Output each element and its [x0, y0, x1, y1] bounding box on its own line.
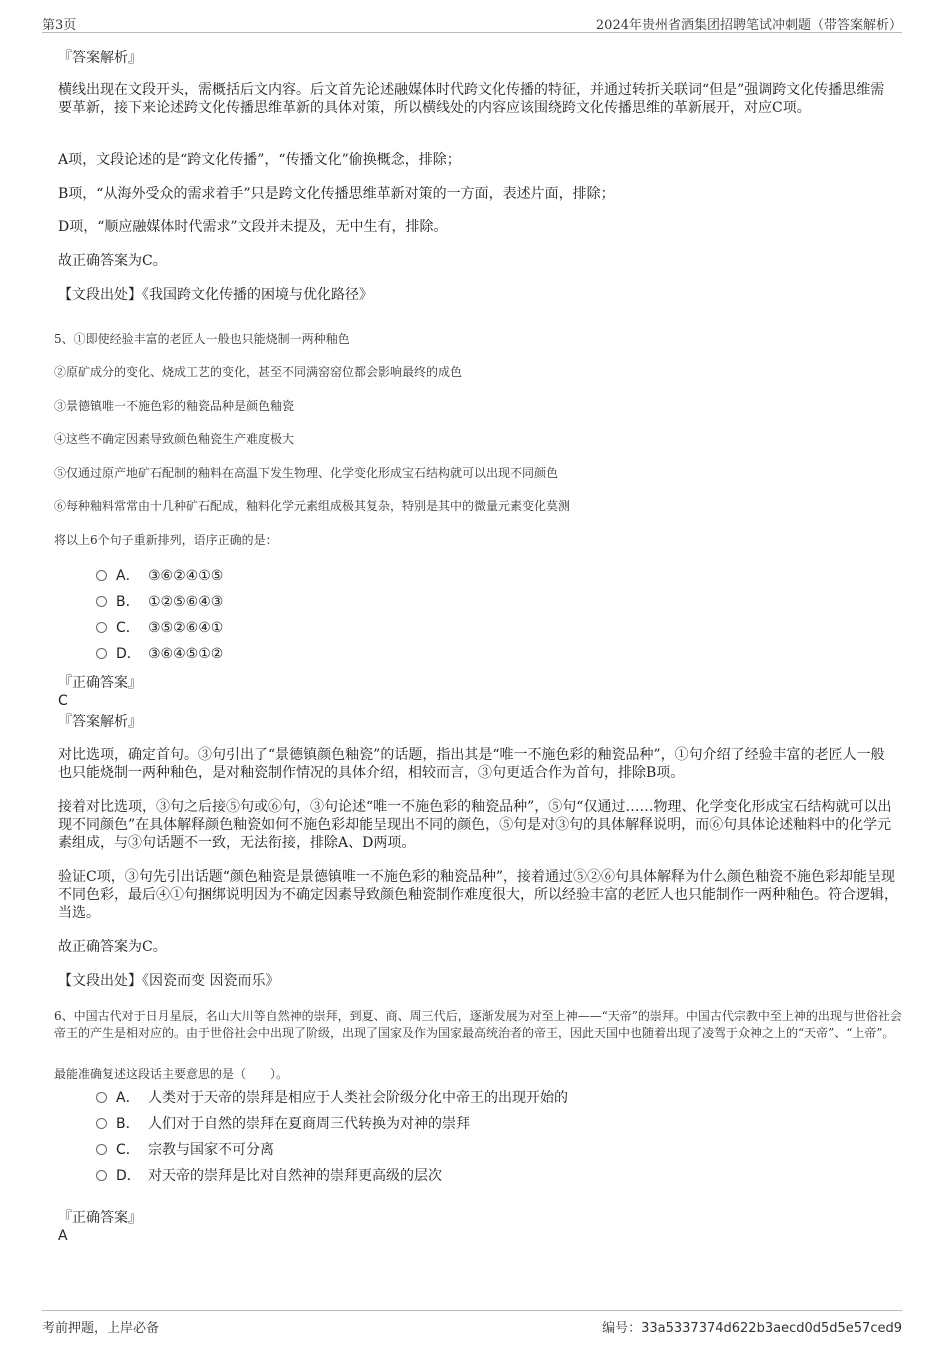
- option-text: ③⑥④⑤①②: [148, 646, 224, 662]
- q4-analysis-label: 『答案解析』: [58, 50, 142, 66]
- q4-analysis-option-d: D项，“顺应融媒体时代需求”文段并未提及，无中生有，排除。: [58, 219, 448, 235]
- radio-icon[interactable]: [96, 570, 107, 581]
- footer-code-value: 33a5337374d622b3aecd0d5d5e57ced9: [641, 1321, 902, 1336]
- footer-slogan: 考前押题，上岸必备: [42, 1321, 160, 1336]
- option-text: 宗教与国家不可分离: [148, 1142, 274, 1158]
- page-footer: [42, 1310, 902, 1335]
- document-title: 2024年贵州省酒集团招聘笔试冲刺题（带答案解析）: [595, 18, 902, 33]
- option-letter: D．: [116, 1168, 141, 1184]
- q5-sentence-2: ②原矿成分的变化、烧成工艺的变化，甚至不同满窑窑位都会影响最终的成色: [54, 365, 463, 379]
- radio-icon[interactable]: [96, 648, 107, 659]
- q5-sentence-6: ⑥每种釉料常常由十几种矿石配成，釉料化学元素组成极其复杂，特别是其中的微量元素变化莫测: [54, 499, 571, 513]
- q5-analysis-label: 『答案解析』: [58, 714, 142, 730]
- q6-option-b[interactable]: [96, 1115, 470, 1133]
- q4-conclusion: 故正确答案为C。: [58, 253, 167, 269]
- q5-sentence-4: ④这些不确定因素导致颜色釉瓷生产难度极大: [54, 432, 295, 446]
- option-letter: A．: [116, 1090, 140, 1106]
- q5-analysis-p3: 验证C项，③句先引出话题“颜色釉瓷是景德镇唯一不施色彩的釉瓷品种”，接着通过⑤②⑥句具体解释为什么颜色釉瓷不施色彩却能呈现不同色彩，最后④①句捆绑说明因为不确定因素导致颜色釉瓷制作难度很大，所以经验丰富的老匠人也只能制作一两种釉色。符合逻辑，当选。: [58, 869, 898, 921]
- q5-sentence-1: 5、①即使经验丰富的老匠人一般也只能烧制一两种釉色: [54, 332, 350, 346]
- q4-analysis-paragraph: 横线出现在文段开头，需概括后文内容。后文首先论述融媒体时代跨文化传播的特征，并通过转折关联词“但是”强调跨文化传播思维需要革新，接下来论述跨文化传播思维革新的具体对策，所以横线处的内容应该围绕跨文化传播思维的革新展开，对应C项。: [58, 82, 885, 116]
- option-text: 人类对于天帝的崇拜是相应于人类社会阶级分化中帝王的出现开始的: [148, 1090, 568, 1106]
- q6-option-a[interactable]: [96, 1089, 568, 1107]
- page-header: [42, 12, 902, 33]
- option-letter: D．: [116, 646, 141, 662]
- q6-answer: A: [58, 1228, 68, 1244]
- q5-sentence-3: ③景德镇唯一不施色彩的釉瓷品种是颜色釉瓷: [54, 399, 295, 413]
- q5-analysis-p1: 对比选项，确定首句。③句引出了“景德镇颜色釉瓷”的话题，指出其是“唯一不施色彩的釉瓷品种”，①句介绍了经验丰富的老匠人一般也只能烧制一两种釉色，是对釉瓷制作情况的具体介绍，相较而言，③句更适合作为首句，排除B项。: [58, 747, 885, 781]
- q5-analysis-p2: 接着对比选项，③句之后接⑤句或⑥句，③句论述“唯一不施色彩的釉瓷品种”，⑤句“仅通过……物理、化学变化形成宝石结构就可以出现不同颜色”在具体解释颜色釉瓷如何不施色彩却能呈现出不同的颜色，⑤句是对③句的具体解释说明，而⑥句具体论述釉料中的化学元素组成，与③句话题不一致，无法衔接，排除A、D两项。: [58, 799, 892, 851]
- q5-sentence-5: ⑤仅通过原产地矿石配制的釉料在高温下发生物理、化学变化形成宝石结构就可以出现不同颜色: [54, 466, 559, 480]
- radio-icon[interactable]: [96, 1144, 107, 1155]
- radio-icon[interactable]: [96, 622, 107, 633]
- q4-source: 【文段出处】《我国跨文化传播的困境与优化路径》: [58, 287, 373, 303]
- q6-option-d[interactable]: [96, 1167, 442, 1185]
- radio-icon[interactable]: [96, 1118, 107, 1129]
- page-number: 第3页: [42, 18, 77, 33]
- option-letter: C．: [116, 620, 140, 636]
- q6-option-c[interactable]: [96, 1141, 274, 1159]
- q5-option-c[interactable]: [96, 619, 223, 637]
- q6-stem: 6、中国古代对于日月星辰，名山大川等自然神的崇拜，到夏、商、周三代后，逐渐发展为对至上神——“天帝”的崇拜。中国古代宗教中至上神的出现与世俗社会帝王的产生是相对应的。由于世俗社会中出现了阶级，出现了国家及作为国家最高统治者的帝王，因此天国中也随着出现了凌驾于众神之上的“天帝”、“上帝”。: [54, 1009, 902, 1040]
- option-letter: B．: [116, 594, 140, 610]
- q5-option-a[interactable]: [96, 567, 223, 585]
- option-letter: B．: [116, 1116, 140, 1132]
- q4-analysis-option-a: A项，文段论述的是“跨文化传播”，“传播文化”偷换概念，排除；: [58, 152, 461, 168]
- q5-prompt: 将以上6个句子重新排列，语序正确的是：: [54, 533, 278, 547]
- radio-icon[interactable]: [96, 1170, 107, 1181]
- radio-icon[interactable]: [96, 1092, 107, 1103]
- option-text: ③⑤②⑥④①: [148, 620, 224, 636]
- q4-analysis-option-b: B项，“从海外受众的需求着手”只是跨文化传播思维革新对策的一方面，表述片面，排除；: [58, 186, 615, 202]
- option-text: ①②⑤⑥④③: [148, 594, 224, 610]
- q5-conclusion: 故正确答案为C。: [58, 939, 167, 955]
- q6-prompt: 最能准确复述这段话主要意思的是（ ）。: [54, 1067, 289, 1081]
- footer-code: [602, 1317, 902, 1336]
- option-text: 对天帝的崇拜是比对自然神的崇拜更高级的层次: [148, 1168, 442, 1184]
- q5-option-b[interactable]: [96, 593, 223, 611]
- option-text: ③⑥②④①⑤: [148, 568, 224, 584]
- radio-icon[interactable]: [96, 596, 107, 607]
- footer-code-label: 编号：: [602, 1321, 642, 1336]
- q5-source: 【文段出处】《因瓷而变 因瓷而乐》: [58, 973, 280, 989]
- q5-answer: C: [58, 693, 68, 709]
- q5-answer-label: 『正确答案』: [58, 675, 142, 691]
- q6-answer-label: 『正确答案』: [58, 1210, 142, 1226]
- option-letter: C．: [116, 1142, 140, 1158]
- q5-option-d[interactable]: [96, 645, 223, 663]
- option-text: 人们对于自然的崇拜在夏商周三代转换为对神的崇拜: [148, 1116, 470, 1132]
- option-letter: A．: [116, 568, 140, 584]
